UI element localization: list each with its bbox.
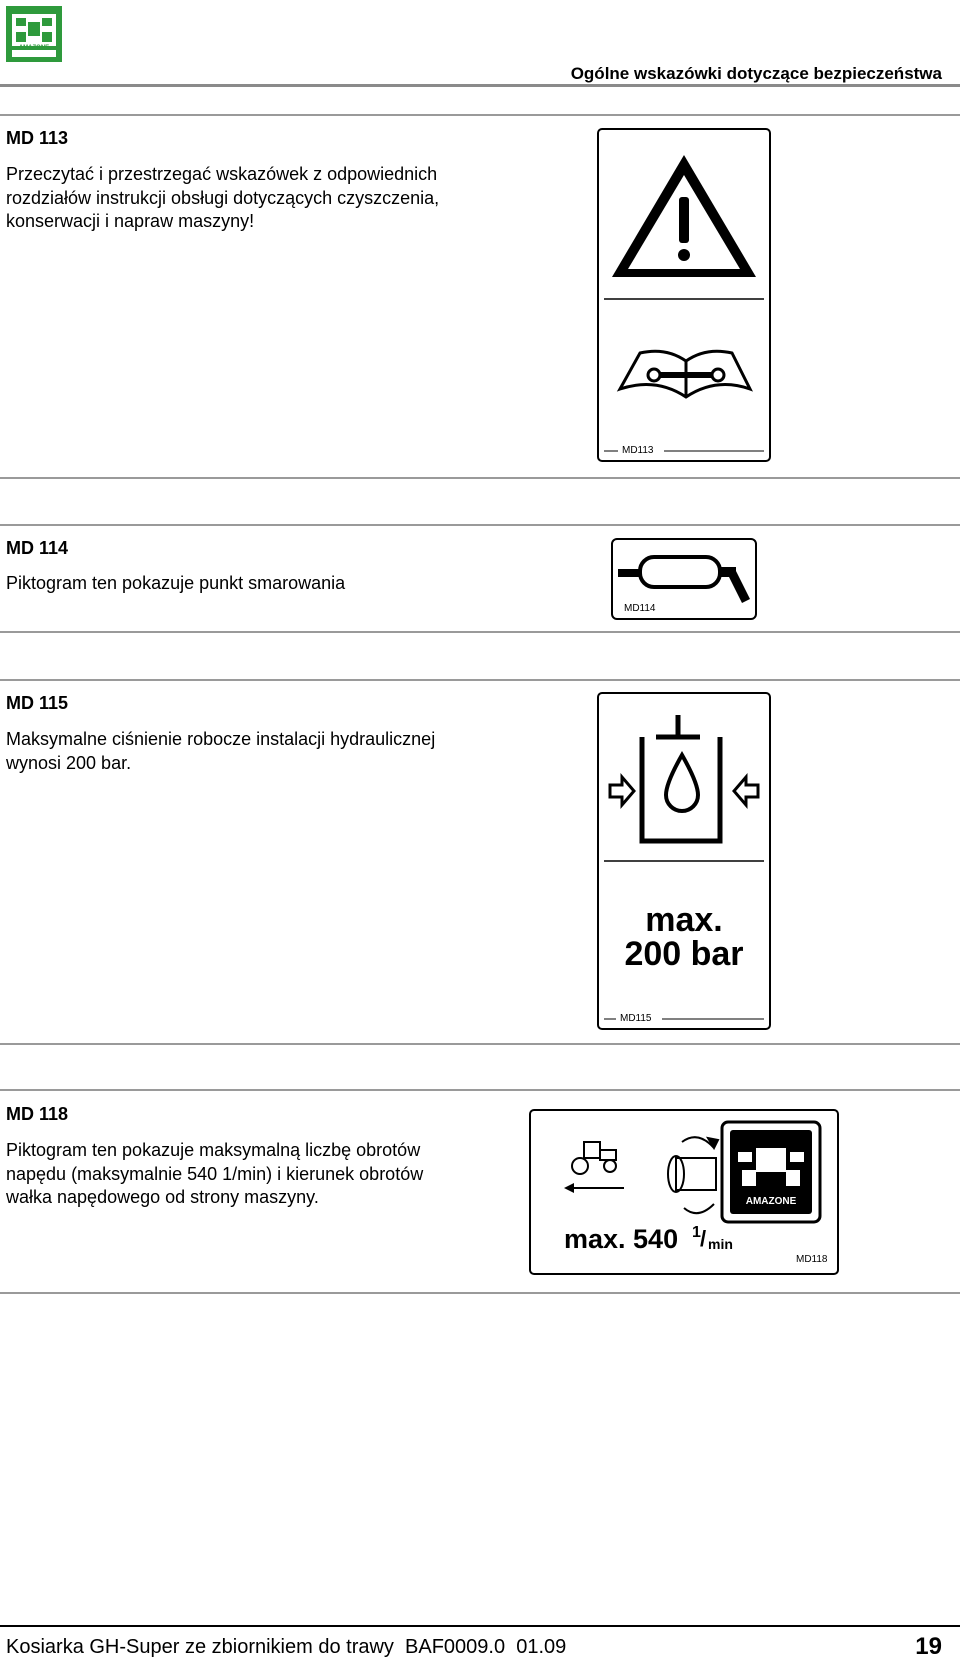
speed-unit-slash: / [700,1226,707,1251]
section-code: MD 113 [6,128,69,148]
section-divider [0,524,960,526]
section-divider [0,1043,960,1045]
brand-label: AMAZONE [745,1196,797,1207]
header-divider [0,84,960,87]
max-speed-label: max. 540 [564,1224,679,1254]
pictogram-md115 [596,691,772,1031]
section-code: MD 114 [6,538,69,558]
section-divider [0,679,960,681]
speed-unit-numerator: 1 [692,1224,701,1241]
pressure-value: 200 bar [624,935,744,973]
pictogram-md118 [528,1108,840,1276]
amazone-logo-icon [722,1122,820,1222]
section-description: Przeczytać i przestrzegać wskazówek z odpowiednich rozdziałów instrukcji obsługi dotyczących czyszczenia, konserwacji i napraw maszyny! [6,164,440,231]
footer-document-info: Kosiarka GH-Super ze zbiornikiem do trawy BAF0009.0 01.09 [6,1636,567,1658]
page-title: Ogólne wskazówki dotyczące bezpieczeństwa [570,64,942,83]
pictogram-label: MD118 [796,1254,828,1265]
section-code: MD 118 [6,1104,69,1124]
section-divider [0,1089,960,1091]
speed-unit-denominator: min [708,1236,733,1252]
pictogram-label: MD114 [624,603,656,614]
section-description: Maksymalne ciśnienie robocze instalacji hydraulicznej wynosi 200 bar. [6,729,436,773]
pictogram-label: MD115 [620,1013,652,1024]
section-divider [0,1292,960,1294]
section-divider [0,477,960,479]
page-number: 19 [915,1633,942,1660]
section-description: Piktogram ten pokazuje punkt smarowania [6,573,346,593]
section-code: MD 115 [6,693,69,713]
section-description: Piktogram ten pokazuje maksymalną liczbę obrotów napędu (maksymalnie 540 1/min) i kierunek obrotów wałka napędowego od strony maszyny. [6,1140,424,1207]
pictogram-label: MD113 [622,445,654,456]
pictogram-md114 [610,537,758,621]
section-divider [0,631,960,633]
footer-divider [0,1625,960,1627]
max-label: max. [645,901,723,939]
pictogram-md113 [596,127,772,463]
section-divider [0,114,960,116]
brand-label: AMAZONE [18,45,50,51]
amazone-logo-icon [6,6,62,62]
